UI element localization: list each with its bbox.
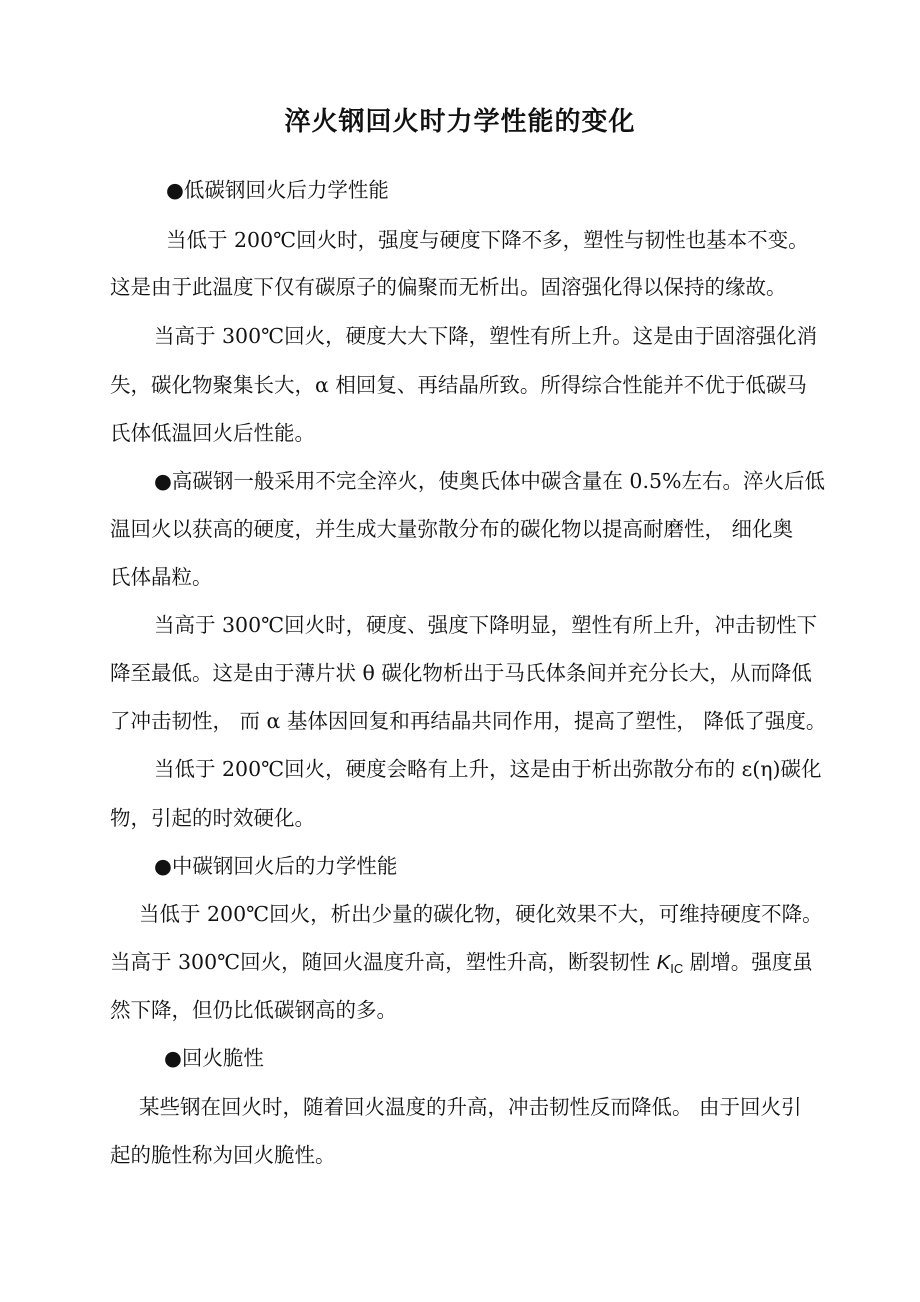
paragraph-line: 某些钢在回火时，随着回火温度的升高，冲击韧性反而降低。 由于回火引 xyxy=(139,1095,802,1119)
paragraph-line: 氏体晶粒。 xyxy=(110,565,213,589)
text-run: 当高于 300℃回火，随回火温度升高，塑性升高，断裂韧性 xyxy=(110,950,657,974)
bullet-high-carbon-line: ●高碳钢一般采用不完全淬火，使奥氏体中碳含量在 0.5%左右。淬火后低 xyxy=(154,469,825,493)
paragraph-line: 了冲击韧性， 而 α 基体因回复和再结晶共同作用，提高了塑性， 降低了强度。 xyxy=(110,709,827,733)
paragraph-line: 氏体低温回火后性能。 xyxy=(110,421,315,445)
paragraph-line: 温回火以获高的硬度，并生成大量弥散分布的碳化物以提高耐磨性， 细化奥 xyxy=(110,517,794,541)
paragraph-line: 物，引起的时效硬化。 xyxy=(110,806,315,830)
paragraph-line: 当低于 200℃回火，析出少量的碳化物，硬化效果不大，可维持硬度不降。 xyxy=(139,902,823,926)
paragraph-line: 然下降，但仍比低碳钢高的多。 xyxy=(110,998,397,1022)
text-run: 剧增。强度虽 xyxy=(683,950,813,974)
bullet-temper-brittleness-heading: ●回火脆性 xyxy=(164,1046,264,1070)
paragraph-line: 当高于 300℃回火，硬度大大下降，塑性有所上升。这是由于固溶强化消 xyxy=(154,324,818,348)
paragraph-line: 起的脆性称为回火脆性。 xyxy=(110,1143,336,1167)
bullet-low-carbon-heading: ●低碳钢回火后力学性能 xyxy=(166,178,389,202)
paragraph-line: 当低于 200℃回火时，强度与硬度下降不多，塑性与韧性也基本不变。 xyxy=(166,228,809,252)
document-title: 淬火钢回火时力学性能的变化 xyxy=(284,107,636,137)
paragraph-line-kic xyxy=(110,947,813,984)
paragraph-line: 失，碳化物聚集长大，α 相回复、再结晶所致。所得综合性能并不优于低碳马 xyxy=(110,373,807,397)
paragraph-line: 当低于 200℃回火，硬度会略有上升，这是由于析出弥散分布的 ε(η)碳化 xyxy=(154,757,822,781)
paragraph-line: 这是由于此温度下仅有碳原子的偏聚而无析出。固溶强化得以保持的缘故。 xyxy=(110,275,787,299)
k-symbol: K xyxy=(656,951,671,974)
ic-subscript: IC xyxy=(670,961,684,976)
paragraph-line: 降至最低。这是由于薄片状 θ 碳化物析出于马氏体条间并充分长大，从而降低 xyxy=(110,661,812,685)
bullet-medium-carbon-heading: ●中碳钢回火后的力学性能 xyxy=(154,854,398,878)
paragraph-line: 当高于 300℃回火时，硬度、强度下降明显，塑性有所上升，冲击韧性下 xyxy=(154,613,818,637)
